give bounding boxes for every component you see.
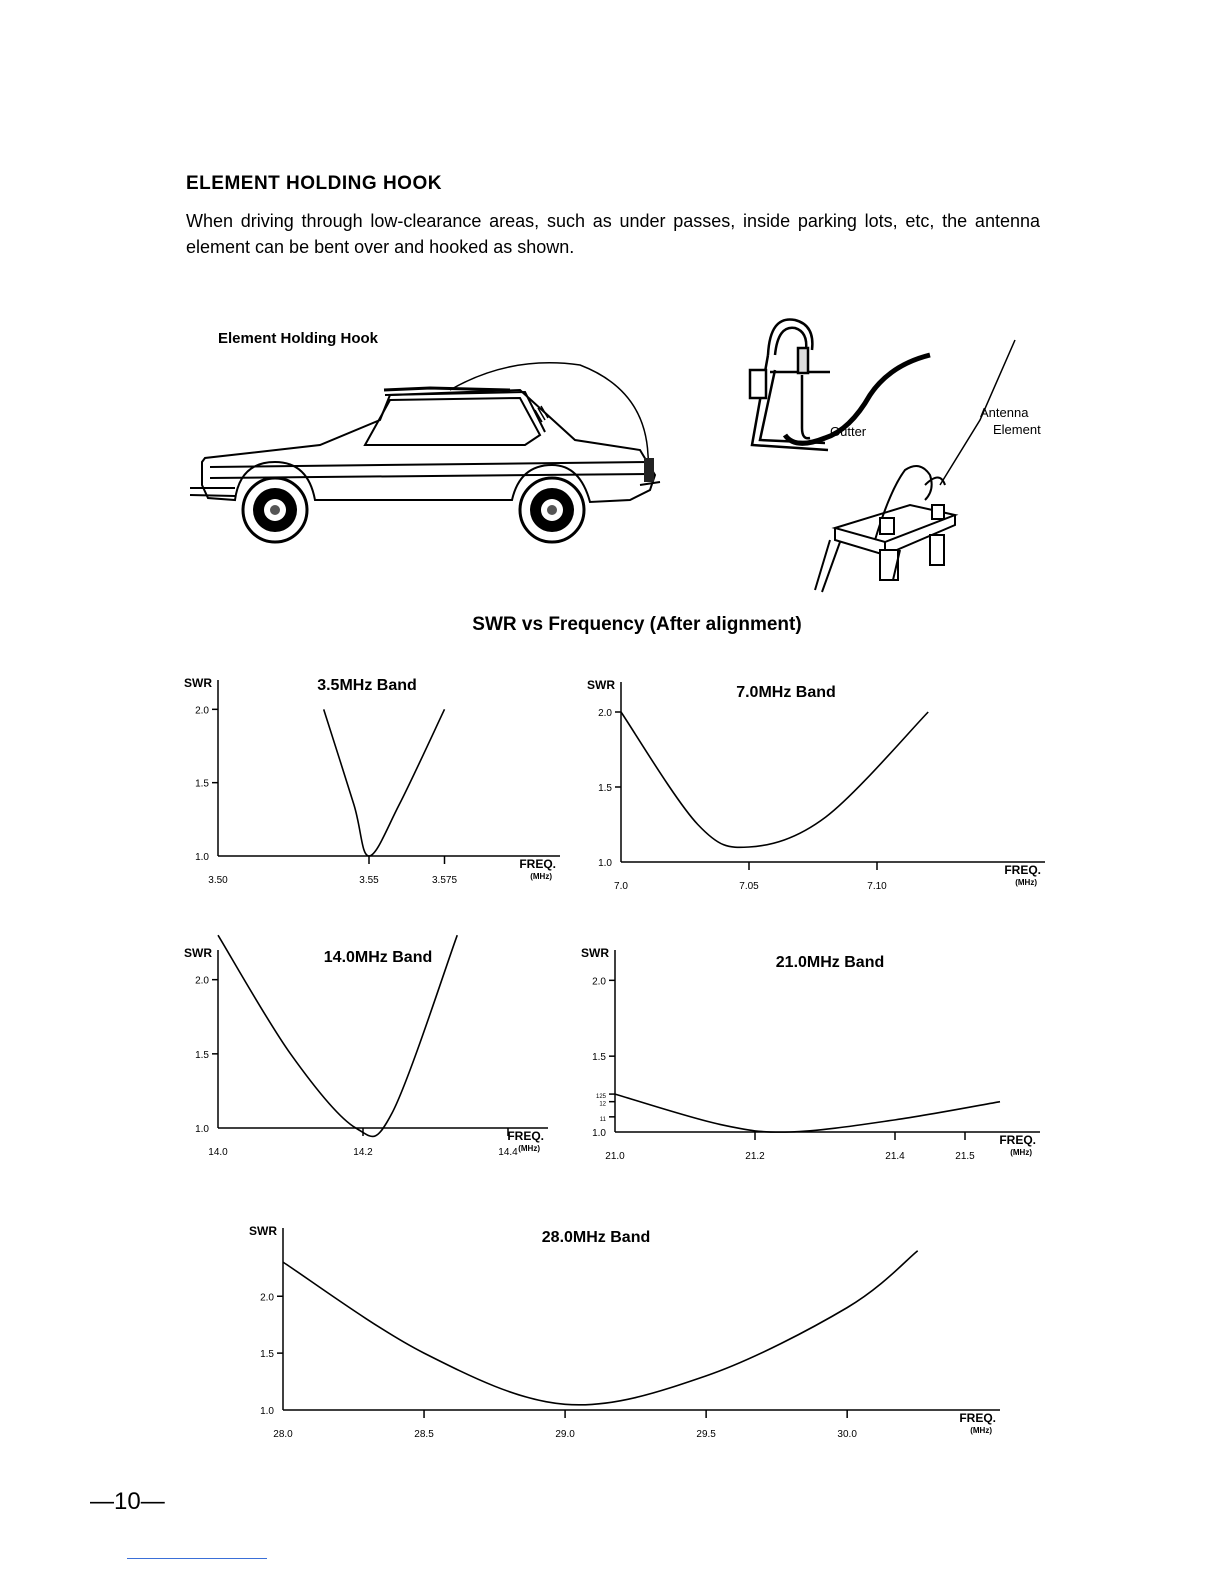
swr-section-title: SWR vs Frequency (After alignment) xyxy=(472,614,802,635)
chart-title: 7.0MHz Band xyxy=(736,684,836,701)
chart-x-tick-label: 28.0 xyxy=(273,1429,293,1440)
chart-x-tick-label: 14.2 xyxy=(353,1147,373,1158)
chart-x-tick-label: 3.575 xyxy=(431,875,458,886)
antenna-label-line1: Antenna xyxy=(980,405,1029,420)
chart-x-tick-label: 21.0 xyxy=(605,1151,625,1162)
chart-x-tick-label: 3.50 xyxy=(208,875,228,886)
chart-title: 3.5MHz Band xyxy=(317,677,417,694)
chart-x-unit: (MHz) xyxy=(518,1144,540,1153)
chart-x-tick-label: 21.2 xyxy=(745,1151,765,1162)
chart-series-line xyxy=(615,1094,1000,1132)
chart-x-tick-label: 14.0 xyxy=(208,1147,228,1158)
chart-x-label: FREQ. xyxy=(507,1129,544,1143)
chart-y-tick-label: 1.5 xyxy=(592,1052,606,1064)
chart-y-tick-label: 1.0 xyxy=(598,858,612,869)
chart-y-tick-label: 2.0 xyxy=(260,1292,274,1304)
chart-x-unit: (MHz) xyxy=(970,1426,992,1435)
chart-y-label: SWR xyxy=(184,676,212,690)
chart-x-label: FREQ. xyxy=(959,1411,996,1425)
gutter-label: Gutter xyxy=(830,424,867,439)
chart-series-line xyxy=(324,709,445,856)
chart-x-tick-label: 3.55 xyxy=(359,875,379,886)
chart-y-tick-label: 1.0 xyxy=(260,1406,274,1417)
chart-y-tick-label: 1.5 xyxy=(260,1349,274,1361)
chart-x-tick-label: 29.0 xyxy=(555,1429,575,1440)
chart-y-tick-label: 125 xyxy=(595,1094,606,1101)
section-paragraph: When driving through low-clearance areas, such as under passes, inside parking lots, etc, the antenna element can be bent over and hooked as shown. xyxy=(186,211,1040,257)
chart-x-unit: (MHz) xyxy=(1015,878,1037,887)
chart-y-tick-label: 11 xyxy=(599,1116,606,1123)
footer-rule xyxy=(127,1558,267,1559)
chart-y-label: SWR xyxy=(184,946,212,960)
chart-y-tick-label: 1.5 xyxy=(195,1049,209,1061)
chart-y-label: SWR xyxy=(581,946,609,960)
chart-y-tick-label: 2.0 xyxy=(598,708,612,719)
chart-x-label: FREQ. xyxy=(999,1133,1036,1147)
chart-title: 14.0MHz Band xyxy=(323,949,433,966)
chart-title: 21.0MHz Band xyxy=(775,954,885,971)
page-number: —10— xyxy=(90,1488,165,1515)
chart-y-tick-label: 2.0 xyxy=(195,975,209,987)
chart-y-tick-label: 12 xyxy=(599,1101,606,1108)
chart-y-label: SWR xyxy=(249,1224,277,1238)
chart-x-tick-label: 7.0 xyxy=(614,881,628,892)
chart-title: 28.0MHz Band xyxy=(541,1229,651,1246)
chart-x-tick-label: 7.10 xyxy=(867,881,887,892)
chart-y-tick-label: 1.0 xyxy=(195,1124,209,1135)
chart-y-tick-label: 1.5 xyxy=(598,783,612,794)
chart-series-line xyxy=(283,1251,918,1405)
section-heading: ELEMENT HOLDING HOOK xyxy=(186,173,442,194)
chart-x-tick-label: 7.05 xyxy=(739,881,759,892)
chart-x-unit: (MHz) xyxy=(1010,1148,1032,1157)
chart-x-tick-label: 21.5 xyxy=(955,1151,975,1162)
chart-x-tick-label: 21.4 xyxy=(885,1151,905,1162)
chart-x-tick-label: 29.5 xyxy=(696,1429,716,1440)
chart-x-unit: (MHz) xyxy=(530,872,552,881)
chart-y-tick-label: 1.0 xyxy=(195,852,209,863)
chart-y-tick-label: 1.5 xyxy=(195,778,209,790)
chart-y-tick-label: 2.0 xyxy=(195,705,209,717)
chart-x-tick-label: 30.0 xyxy=(837,1429,857,1440)
antenna-label-line2: Element xyxy=(993,422,1041,437)
chart-y-tick-label: 1.0 xyxy=(592,1128,606,1139)
chart-y-tick-label: 2.0 xyxy=(592,976,606,988)
chart-y-label: SWR xyxy=(587,678,615,692)
chart-x-label: FREQ. xyxy=(1004,863,1041,877)
chart-series-line xyxy=(621,712,928,847)
car-figure-label: Element Holding Hook xyxy=(218,330,379,347)
chart-x-label: FREQ. xyxy=(519,857,556,871)
chart-x-tick-label: 14.4 xyxy=(498,1147,518,1158)
chart-x-tick-label: 28.5 xyxy=(414,1429,434,1440)
